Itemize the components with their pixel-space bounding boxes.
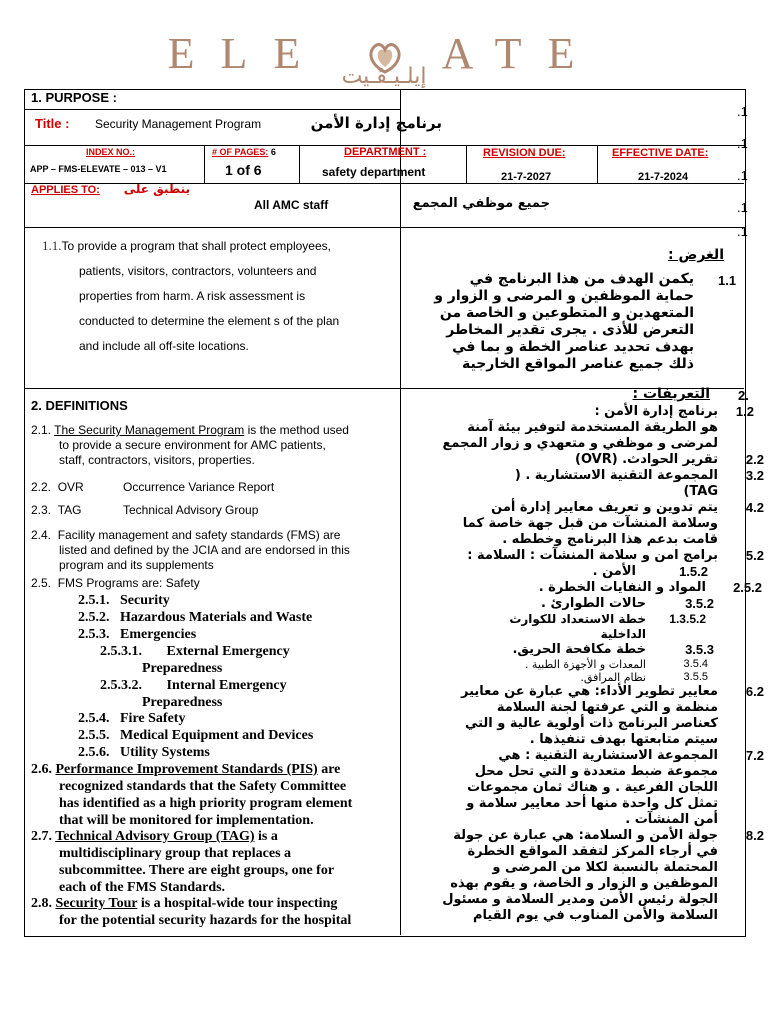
applies-label: APPLIES TO: <box>31 184 100 196</box>
logo-text-left: ELE <box>167 29 327 78</box>
title-en: Security Management Program <box>95 117 262 131</box>
definition-ar-line: وسلامة المنشآت من قبل جهة خاصة كما <box>462 516 718 531</box>
purpose-line: and include all off-site locations. <box>79 339 249 353</box>
definition-ar-line: 5.2 برامج امن و سلامة المنشآت : السلامة : <box>467 548 764 563</box>
definition-ar-line: المحتملة بالنسبة لكلا من المرضى و <box>492 860 718 875</box>
definition-2-1: 2.1. The Security Management Program is the method used to provide a secure environment for AMC patients, staff, contractors, visitors, properties. <box>31 423 349 467</box>
program-item-cont: Preparedness <box>142 661 223 676</box>
purpose-ar-line: ذلك جميع عناصر المواقع الخارجية <box>461 356 694 372</box>
program-item: 2.5.6. Utility Systems <box>78 745 210 760</box>
effective-value: 21-7-2024 <box>638 171 689 183</box>
definition-ar-line: 2.2 تقرير الحوادث. (OVR) <box>574 452 764 467</box>
definition-ar-line: 7.2 المجموعة الاستشارية التقنية : هي <box>498 748 764 763</box>
cell-divider <box>466 145 467 183</box>
definition-ar-line: كعناصر البرنامج ذات أولوية عالية و التي <box>464 716 718 731</box>
cell-divider <box>597 145 598 183</box>
logo-text-right: ATE <box>441 29 601 78</box>
definition-ar-line: قامت بدعم هذا البرنامج وخططه . <box>502 532 718 547</box>
program-item-cont: Preparedness <box>142 695 223 710</box>
definition-ar-line: منظمة و التي عرفتها لجنة السلامة <box>496 700 718 715</box>
margin-number: .1 <box>737 104 748 119</box>
definition-ar-line: هو الطريقة المستخدمة لتوفير بيئة آمنة <box>467 420 718 435</box>
definition-ar-line: الجولة رئيس الأمن ومدير السلامة و مسئول <box>442 892 718 907</box>
index-label: INDEX NO.: <box>86 147 136 157</box>
row-divider <box>24 227 744 228</box>
program-item: 2.5.4. Fire Safety <box>78 711 186 726</box>
program-item: 2.5.1. Security <box>78 593 170 608</box>
margin-number: .1 <box>737 168 748 183</box>
definitions-ar-list <box>404 404 766 924</box>
definition-ar-line: 4.2 يتم تدوين و تعريف معايير إدارة أمن <box>491 500 764 515</box>
definition-ar-line: 3.5.3 خطة مكافحة الحريق. <box>512 642 714 657</box>
purpose-ar-line: المتعهدين و المتطوعين و الخاصة من <box>439 305 694 321</box>
definition-ar-line: 3.2 المجموعة التقنية الاستشارية . ( <box>514 468 764 483</box>
purpose-ar <box>404 271 694 373</box>
pages-value: 1 of 6 <box>225 162 262 178</box>
purpose-heading-ar: الغرض : <box>668 247 724 263</box>
definition-ar-line: السلامة والأمن المناوب في يوم القيام <box>473 908 718 923</box>
purpose-ar-line: يكمن الهدف من هذا البرنامج في <box>469 271 694 287</box>
definition-ar-line: في أرجاء المركز لتفقد المواقع الخطرة <box>467 844 718 859</box>
program-item: 2.5.5. Medical Equipment and Devices <box>78 728 314 743</box>
revision-value: 21-7-2027 <box>501 171 552 183</box>
definition-ar-line: مجموعة ضبط متعددة و التي تحل محل <box>474 764 718 779</box>
cell-divider <box>299 145 300 183</box>
definition-2-7: 2.7. Technical Advisory Group (TAG) is a multidisciplinary group that replaces a subcommittee. There are eight groups, one for each of the FMS Standards. <box>31 829 335 895</box>
definition-ar-line: اللجان الفرعية . و هناك ثمان مجموعات <box>467 780 718 795</box>
definition-ar-line: 1.3.5.2 خطة الاستعداد للكوارث <box>509 612 706 626</box>
definition-ar-line: لمرضى و موظفي و متعهدي و زوار المجمع <box>442 436 718 451</box>
definitions-heading-ar: التعريفات : <box>632 386 710 402</box>
definition-ar-line: 3.5.4 المعدات و الأجهزة الطبية . <box>524 658 708 671</box>
definition-ar-line: TAG) <box>683 484 718 499</box>
definition-ar-line: 8.2 جولة الأمن و السلامة: هي عبارة عن جولة <box>453 828 764 843</box>
purpose-en <box>42 233 392 359</box>
applies-label-ar: ينطبق على <box>123 182 190 196</box>
index-value: APP – FMS-ELEVATE – 013 – V1 <box>30 164 167 174</box>
definition-2-4: 2.4. Facility management and safety standards (FMS) are listed and defined by the JCIA and are endorsed in this program and its supplements <box>31 528 350 572</box>
definition-ar-line: 1.5.2 الأمن . <box>592 564 708 579</box>
cell-divider <box>204 145 205 183</box>
program-item: 2.5.3.2. Internal Emergency <box>100 678 287 693</box>
definition-2-3: 2.3. TAG Technical Advisory Group <box>31 503 259 517</box>
definition-2-5: 2.5. FMS Programs are: Safety <box>31 576 200 590</box>
definition-ar-line: أمن المنشآت . <box>625 812 718 827</box>
department-value: safety department <box>322 165 426 179</box>
definition-2-6: 2.6. Performance Improvement Standards (PIS) are recognized standards that the Safety Committee has identified as a high priority program element that will be monitored for implementation. <box>31 762 353 828</box>
title-label: Title : <box>35 116 70 131</box>
effective-label: EFFECTIVE DATE: <box>612 147 709 159</box>
purpose-ar-line: حماية الموظفين و المرضى و الزوار و <box>434 288 694 304</box>
applies-value-ar: جميع موظفي المجمع <box>412 196 550 211</box>
purpose-line: conducted to determine the element s of the plan <box>79 314 340 328</box>
purpose-ar-num: 1.1 <box>718 273 737 288</box>
title-ar: برنامج إدارة الأمن <box>310 114 442 132</box>
definition-ar-line: 3.5.2 حالات الطوارئ . <box>541 596 714 611</box>
definition-ar-line: تمثل كل واحدة منها أحد معايير سلامة و <box>466 796 718 811</box>
definition-ar-line: 2.5.2 المواد و النفايات الخطرة . <box>538 580 762 595</box>
program-item: 2.5.3.1. External Emergency <box>100 644 290 659</box>
program-item: 2.5.3. Emergencies <box>78 627 197 642</box>
department-label: DEPARTMENT : <box>344 146 427 158</box>
definition-ar-line: 6.2 معايير تطوير الأداء: هي عبارة عن معايير <box>461 684 764 699</box>
margin-number: .1 <box>737 200 748 215</box>
pages-label-group: # OF PAGES: 6 <box>212 147 276 157</box>
column-divider <box>400 89 401 935</box>
margin-number: .1 <box>737 224 748 239</box>
logo-arabic: إيلـيـڤـيت <box>341 64 427 89</box>
row-divider <box>24 109 400 110</box>
purpose-ar-line: التعرض للأذى . يجرى تقدير المخاطر <box>446 322 694 338</box>
definition-ar-line: 3.5.5 نظام المرافق. <box>580 671 708 684</box>
purpose-heading: 1. PURPOSE : <box>31 90 117 105</box>
purpose-line: properties from harm. A risk assessment is <box>79 289 306 303</box>
definition-ar-line: الداخلية <box>600 627 646 641</box>
definition-2-2: 2.2. OVR Occurrence Variance Report <box>31 480 275 494</box>
definitions-heading: 2. DEFINITIONS <box>31 398 128 413</box>
revision-label: REVISION DUE: <box>483 147 566 159</box>
margin-number: .1 <box>737 136 748 151</box>
applies-value-en: All AMC staff <box>254 198 329 212</box>
program-item: 2.5.2. Hazardous Materials and Waste <box>78 610 313 625</box>
definition-2-8: 2.8. Security Tour is a hospital-wide tour inspecting for the potential security hazards for the hospital <box>31 896 352 928</box>
definitions-heading-ar-num: 2. <box>738 388 749 403</box>
purpose-ar-line: بهدف تحديد عناصر الخطة و بما في <box>452 339 694 355</box>
purpose-underline <box>53 90 137 106</box>
definition-ar-line: الموظفين و الزوار و الخاصة، و يقوم بهذه <box>450 876 718 891</box>
definition-ar-line: سيتم متابعتها بهدف تنفيذها . <box>529 732 718 747</box>
purpose-line: 1.1.To provide a program that shall protect employees, <box>42 238 331 253</box>
definition-ar-line: 1.2 برنامج إدارة الأمن : <box>594 404 754 419</box>
purpose-line: patients, visitors, contractors, volunteers and <box>79 264 317 278</box>
